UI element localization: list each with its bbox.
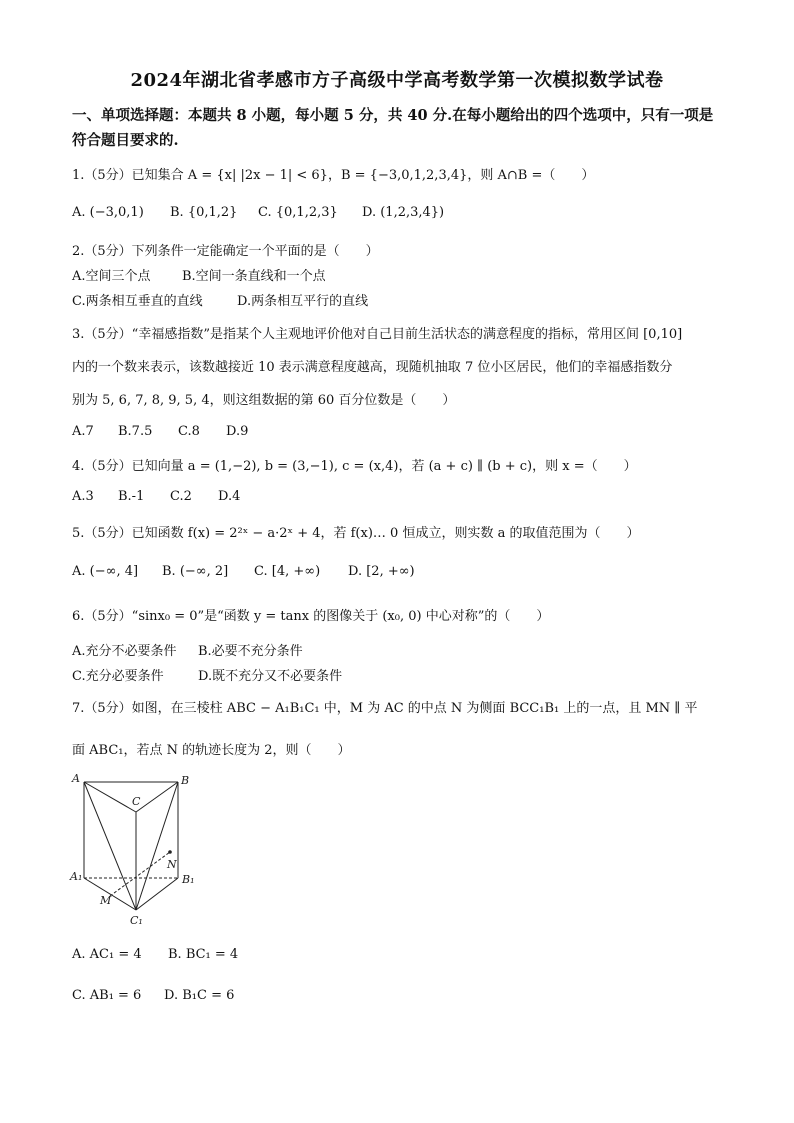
label-M: M <box>100 894 112 907</box>
option: B. {0,1,2} <box>170 205 238 220</box>
question-2-options-row1 <box>72 265 326 284</box>
label-A1: A₁ <box>70 870 83 883</box>
option: A. (−3,0,1) <box>72 205 144 220</box>
question-6-options-row2 <box>72 665 342 684</box>
label-C1: C₁ <box>130 914 143 927</box>
exam-title: 2024年湖北省孝感市方子高级中学高考数学第一次模拟数学试卷 <box>130 70 664 91</box>
option: A.空间三个点 <box>72 269 151 284</box>
option: C.2 <box>170 489 192 504</box>
option: B. BC₁ = 4 <box>168 947 239 962</box>
option: B.-1 <box>118 489 145 504</box>
option: C. AB₁ = 6 <box>72 988 142 1003</box>
question-7-options-row2 <box>72 988 234 1003</box>
option: D.4 <box>218 489 241 504</box>
option: A. AC₁ = 4 <box>72 947 142 962</box>
label-B1: B₁ <box>182 873 195 886</box>
prism-figure <box>66 770 206 928</box>
question-6-options-row1 <box>72 640 303 659</box>
option: B. (−∞, 2] <box>162 564 229 579</box>
question-2-options-row2 <box>72 290 368 309</box>
option: D. [2, +∞) <box>348 564 415 579</box>
question-3-stem-line-3: 别为 5, 6, 7, 8, 9, 5, 4，则这组数据的第 60 百分位数是（ ） <box>72 393 456 408</box>
option: B.7.5 <box>118 424 153 439</box>
question-3-options <box>72 424 248 439</box>
option: B.空间一条直线和一个点 <box>182 269 326 284</box>
option: C. {0,1,2,3} <box>258 205 338 220</box>
option: D. (1,2,3,4}) <box>362 205 445 220</box>
edge-AC <box>84 782 136 812</box>
edge-B1C1 <box>136 878 178 910</box>
question-5-options <box>72 564 415 579</box>
label-C: C <box>132 795 141 808</box>
label-A: A <box>72 772 80 785</box>
label-B: B <box>181 774 190 787</box>
question-4-options <box>72 489 240 504</box>
point-N-dot <box>168 850 172 854</box>
question-7-options-row1 <box>72 947 238 962</box>
option: D.9 <box>226 424 249 439</box>
section-heading: 一、单项选择题：本题共 8 小题，每小题 5 分，共 40 分.在每小题给出的四个选项中，只有一项是符合题目要求的. <box>72 107 714 149</box>
question-5-stem: 5.（5分）已知函数 f(x) = 2²ˣ − a·2ˣ + 4，若 f(x)… 0 恒成立，则实数 a 的取值范围为（ ） <box>72 526 640 541</box>
edge-BC <box>136 782 178 812</box>
question-1-options <box>72 205 444 220</box>
option: A.7 <box>72 424 94 439</box>
option: D.既不充分又不必要条件 <box>198 669 343 684</box>
question-7-stem-line-1: 7.（5分）如图，在三棱柱 ABC − A₁B₁C₁ 中，M 为 AC 的中点 N 为侧面 BCC₁B₁ 上的一点，且 MN ∥ 平 <box>72 701 698 716</box>
question-7-stem-line-2: 面 ABC₁，若点 N 的轨迹长度为 2，则（ ） <box>72 743 351 758</box>
label-N: N <box>167 858 177 871</box>
question-1-stem: 1.（5分）已知集合 A = {x| |2x − 1| < 6}，B = {−3,0,1,2,3,4}，则 A∩B =（ ） <box>72 168 595 183</box>
segment-AC1 <box>84 782 136 910</box>
option: C.两条相互垂直的直线 <box>72 294 203 309</box>
option: D. B₁C = 6 <box>164 988 235 1003</box>
option: B.必要不充分条件 <box>198 644 303 659</box>
option: A.充分不必要条件 <box>72 644 177 659</box>
segment-MN <box>110 852 170 896</box>
question-2-stem: 2.（5分）下列条件一定能确定一个平面的是（ ） <box>72 244 379 259</box>
segment-BC1 <box>136 782 178 910</box>
option: A.3 <box>72 489 94 504</box>
option: C.充分必要条件 <box>72 669 164 684</box>
option: D.两条相互平行的直线 <box>237 294 369 309</box>
option: C.8 <box>178 424 200 439</box>
question-3-stem-line-2: 内的一个数来表示，该数越接近 10 表示满意程度越高，现随机抽取 7 位小区居民，他们的幸福感指数分 <box>72 360 673 375</box>
option: A. (−∞, 4] <box>72 564 139 579</box>
question-4-stem: 4.（5分）已知向量 a = (1,−2), b = (3,−1), c = (x,4)，若 (a + c) ∥ (b + c)，则 x =（ ） <box>72 459 637 474</box>
option: C. [4, +∞) <box>254 564 321 579</box>
question-6-stem: 6.（5分）“sinx₀ = 0”是“函数 y = tanx 的图像关于 (x₀, 0) 中心对称”的（ ） <box>72 609 550 624</box>
question-3-stem-line-1: 3.（5分）“幸福感指数”是指某个人主观地评价他对自己目前生活状态的满意程度的指标，常用区间 [0,10] <box>72 327 683 342</box>
